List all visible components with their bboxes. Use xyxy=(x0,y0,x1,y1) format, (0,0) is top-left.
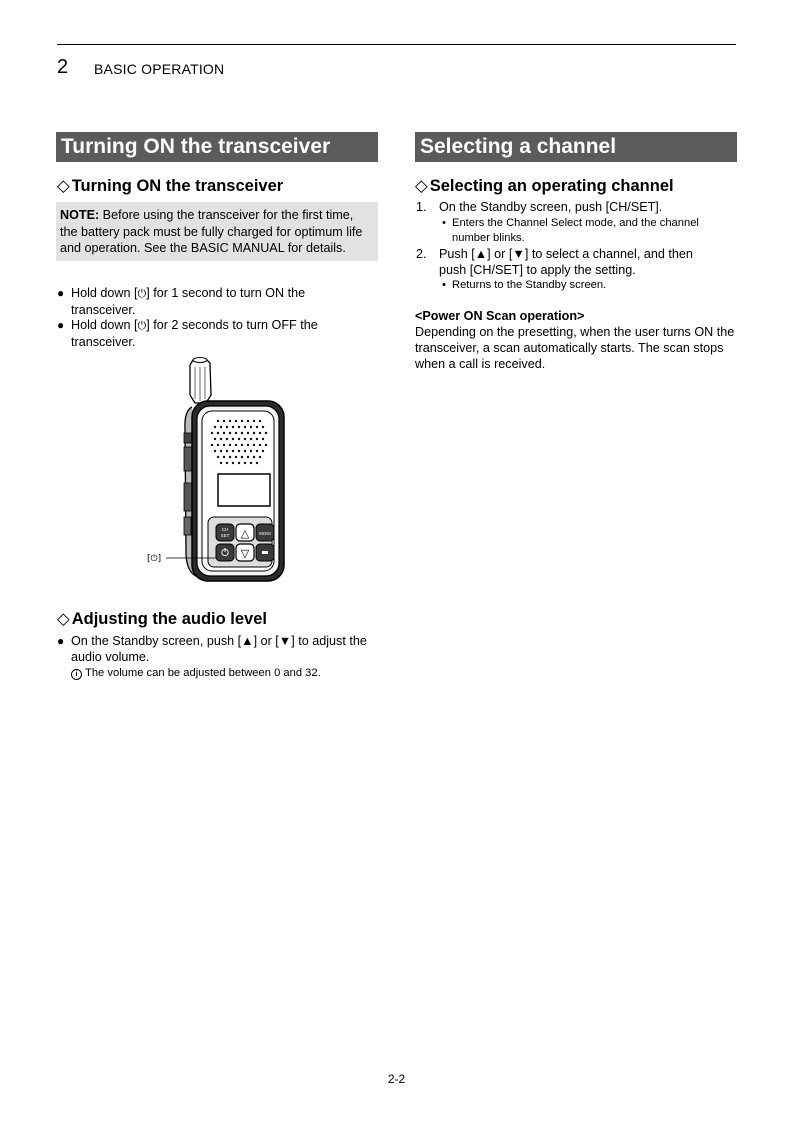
power-key xyxy=(216,544,234,561)
display-screen xyxy=(218,474,270,506)
list-item xyxy=(57,633,367,681)
step-text: Push [▲] or [▼] to select a channel, and then push [CH/SET] to apply the setting. xyxy=(439,247,693,277)
subheading-text: Selecting an operating channel xyxy=(429,177,674,195)
transceiver-illustration xyxy=(140,355,300,585)
info-note: i The volume can be adjusted between 0 and 32. xyxy=(71,666,367,681)
step-text: On the Standby screen, push [CH/SET]. xyxy=(439,200,663,214)
section-title-selecting-channel: Selecting a channel xyxy=(415,132,737,162)
up-arrow-icon: △ xyxy=(240,527,250,540)
antenna xyxy=(190,359,211,403)
ptt-button xyxy=(184,447,192,471)
power-icon: ⏻ xyxy=(137,288,147,300)
step-number: 1. xyxy=(416,200,427,214)
subheading-operating-channel xyxy=(415,176,674,196)
bullet-icon: ● xyxy=(57,318,65,332)
bullet-icon: ● xyxy=(57,634,65,648)
set-key-label: SET xyxy=(220,533,230,538)
diamond-icon: ◇ xyxy=(415,177,428,195)
note-box xyxy=(56,202,378,261)
page-number: 2-2 xyxy=(387,1072,406,1086)
step-item xyxy=(416,199,732,246)
section-title-turning-on: Turning ON the transceiver xyxy=(56,132,378,162)
note-text: Before using the transceiver for the first time, the battery pack must be fully charged for optimum life and operation. See the BASIC MANUAL for details. xyxy=(60,208,363,255)
diamond-icon: ◇ xyxy=(57,610,70,628)
diamond-icon: ◇ xyxy=(57,177,70,195)
chapter-title: BASIC OPERATION xyxy=(94,61,225,77)
side-button xyxy=(184,433,192,443)
header-rule xyxy=(57,44,736,45)
moni-key-label: MONI xyxy=(259,531,271,536)
scan-text: Depending on the presetting, when the user turns ON the transceiver, a scan automatically starts. The scan stops when a call is received. xyxy=(415,325,735,371)
step-item xyxy=(416,246,732,293)
subheading-turning-on xyxy=(57,176,283,196)
audio-instruction: On the Standby screen, push [▲] or [▼] to adjust the audio volume. xyxy=(71,634,367,664)
list-item: ● Hold down [⏻] for 1 second to turn ON the transceiver. xyxy=(57,286,306,317)
list-item: ● Hold down [⏻] for 2 seconds to turn OFF the transceiver. xyxy=(57,318,318,349)
power-icon: ⏻ xyxy=(137,320,147,332)
subheading-text: Adjusting the audio level xyxy=(71,610,267,628)
step-sub-bullet: • Returns to the Standby screen. xyxy=(442,279,607,291)
chapter-number: 2 xyxy=(57,56,69,78)
subheading-text: Turning ON the transceiver xyxy=(71,177,284,195)
info-icon: i xyxy=(71,669,82,680)
step-sub-bullet: • Enters the Channel Select mode, and the channel number blinks. xyxy=(442,217,699,244)
subheading-audio-level xyxy=(57,609,267,629)
step-number: 2. xyxy=(416,247,427,261)
note-label: NOTE: xyxy=(60,208,100,222)
down-arrow-icon: ▽ xyxy=(240,547,250,560)
scan-heading: <Power ON Scan operation> xyxy=(415,309,585,323)
bullet-icon: ● xyxy=(57,286,65,300)
power-callout-label: [⏻] xyxy=(147,554,162,564)
ch-key-label: CH xyxy=(221,527,229,532)
